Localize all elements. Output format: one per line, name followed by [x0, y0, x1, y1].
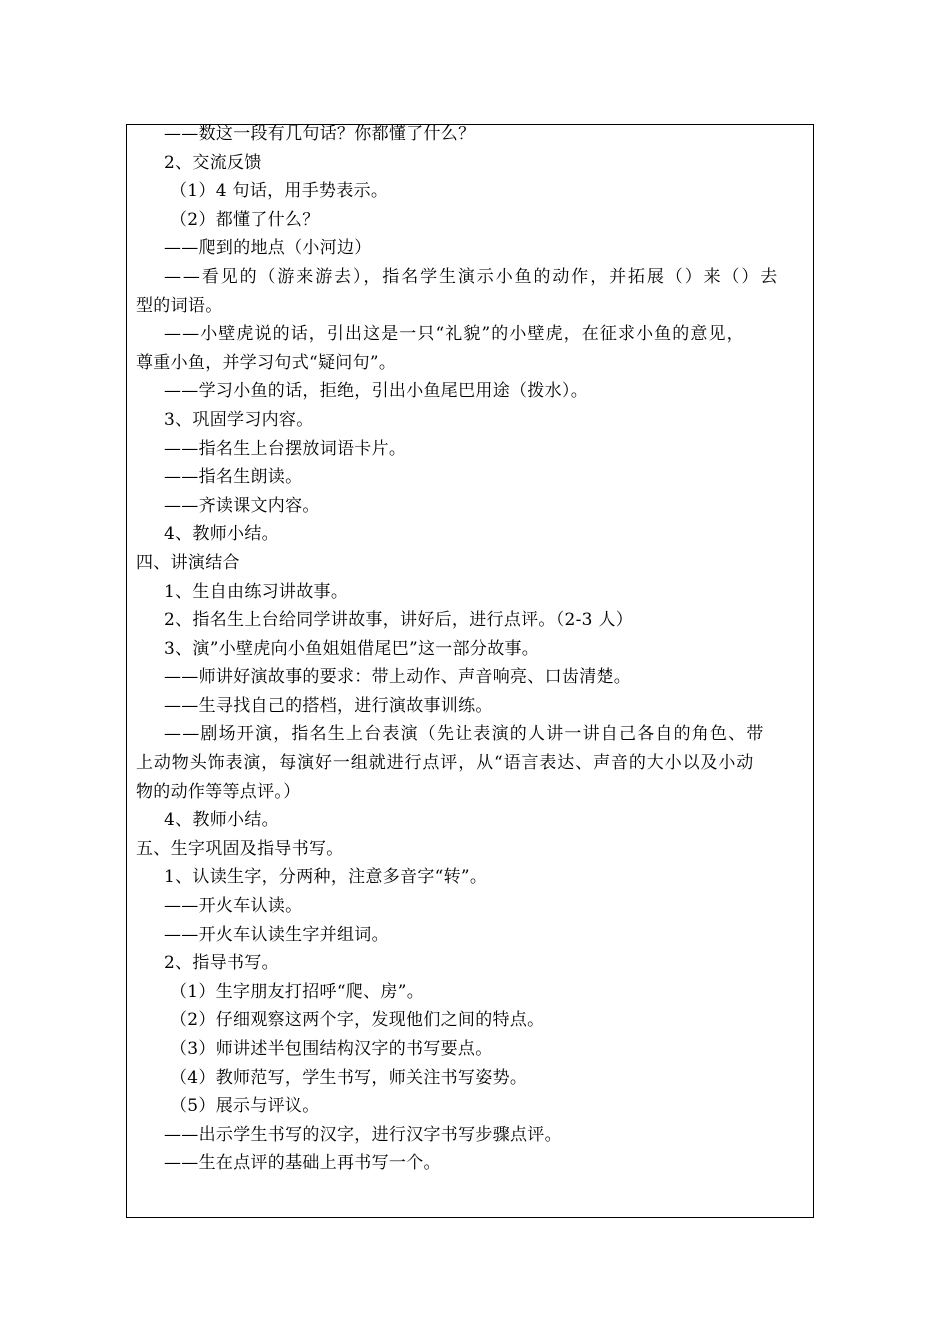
text-line: （1）4 句话，用手势表示。: [170, 181, 389, 202]
text-line: ——开火车认读生字并组词。: [164, 924, 389, 945]
text-line: ——生寻找自己的搭档，进行演故事训练。: [164, 695, 493, 716]
text-line: ——师讲好演故事的要求：带上动作、声音响亮、口齿清楚。: [164, 667, 632, 688]
step-heading: 4、教师小结。: [164, 810, 279, 831]
text-line: 上动物头饰表演，每演好一组就进行点评，从“语言表达、声音的大小以及小动: [136, 753, 755, 774]
text-line: ——剧场开演，指名生上台表演（先让表演的人讲一讲自己各自的角色、带: [164, 724, 765, 745]
text-line: 型的词语。: [136, 295, 223, 316]
text-line: （2）仔细观察这两个字，发现他们之间的特点。: [170, 1010, 545, 1031]
step-heading: 2、指名生上台给同学讲故事，讲好后，进行点评。（2-3 人）: [164, 610, 634, 631]
text-line: ——齐读课文内容。: [164, 495, 320, 516]
text-line: ——出示学生书写的汉字，进行汉字书写步骤点评。: [164, 1124, 562, 1145]
text-line: （2）都懂了什么？: [170, 209, 320, 230]
lesson-plan-text: [136, 120, 806, 1178]
step-heading: 2、交流反馈: [164, 152, 262, 173]
text-line: ——指名生朗读。: [164, 467, 303, 488]
step-heading: 4、教师小结。: [164, 524, 279, 545]
section-heading: 四、讲演结合: [136, 552, 240, 573]
text-line: ——指名生上台摆放词语卡片。: [164, 438, 407, 459]
step-heading: 3、演”小壁虎向小鱼姐姐借尾巴”这一部分故事。: [164, 638, 540, 659]
section-heading: 五、生字巩固及指导书写。: [136, 838, 344, 859]
step-heading: 1、生自由练习讲故事。: [164, 581, 349, 602]
text-line: 物的动作等等点评。）: [136, 781, 301, 802]
text-line: （1）生字朋友打招呼“爬、房”。: [170, 981, 424, 1002]
text-line: （4）教师范写，学生书写，师关注书写姿势。: [170, 1067, 528, 1088]
text-line: ——小壁虎说的话，引出这是一只“礼貌”的小壁虎，在征求小鱼的意见，: [164, 324, 745, 345]
step-heading: 3、巩固学习内容。: [164, 409, 314, 430]
text-line: ——学习小鱼的话，拒绝，引出小鱼尾巴用途（拨水）。: [164, 381, 588, 402]
text-line: ——看见的（游来游去），指名学生演示小鱼的动作，并拓展（）来（）去: [164, 266, 780, 287]
text-line: （3）师讲述半包围结构汉字的书写要点。: [170, 1039, 493, 1059]
step-heading: 2、指导书写。: [164, 953, 279, 974]
text-line: ——开火车认读。: [164, 896, 303, 917]
text-line: ——爬到的地点（小河边）: [164, 238, 372, 259]
text-line: ——数这一段有几句话？你都懂了什么？: [164, 124, 476, 144]
text-line: 尊重小鱼，并学习句式“疑问句”。: [136, 352, 397, 373]
text-line: （5）展示与评议。: [170, 1096, 320, 1117]
text-line: ——生在点评的基础上再书写一个。: [164, 1153, 441, 1174]
step-heading: 1、认读生字，分两种，注意多音字“转”。: [164, 867, 488, 888]
